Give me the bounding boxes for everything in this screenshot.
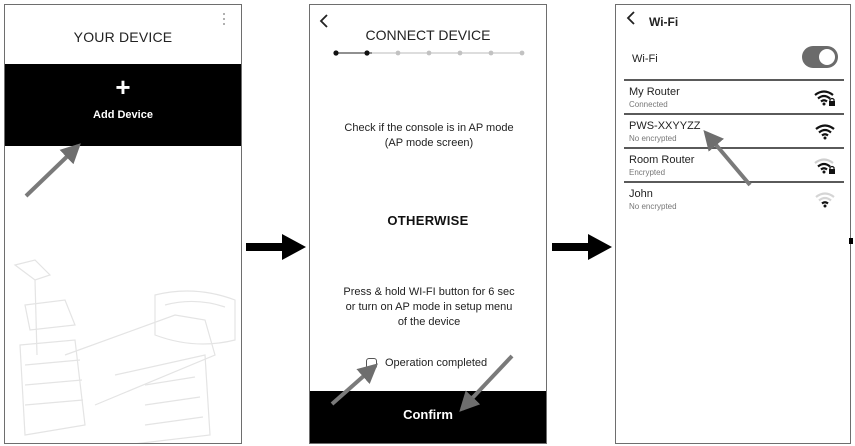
confirm-button[interactable]: Confirm: [310, 391, 546, 443]
step-dot: [458, 51, 463, 56]
weather-station-illustration: [5, 245, 242, 444]
network-status: No encrypted: [629, 202, 677, 211]
flow-arrow-icon: [246, 234, 306, 260]
check-ap-line2: (AP mode screen): [384, 137, 474, 149]
wifi-icon: [814, 123, 836, 141]
check-ap-line1: Check if the console is in AP mode: [344, 122, 514, 134]
otherwise-heading: OTHERWISE: [387, 213, 469, 228]
network-name: PWS-XXYYZZ: [629, 120, 701, 132]
network-name: Room Router: [629, 154, 695, 166]
network-item[interactable]: [624, 113, 844, 149]
page-title: CONNECT DEVICE: [365, 27, 491, 43]
network-status: No encrypted: [629, 134, 677, 143]
instruction-line2: or turn on AP mode in setup menu: [345, 301, 513, 313]
plus-icon: +: [115, 72, 131, 102]
more-options-icon[interactable]: [221, 13, 227, 31]
checkbox-label: Operation completed: [385, 357, 488, 369]
network-item[interactable]: [624, 181, 844, 217]
step-dot: [489, 51, 494, 56]
wifi-toggle[interactable]: [802, 46, 838, 68]
wifi-toggle-label: Wi-Fi: [632, 53, 658, 65]
back-arrow-icon[interactable]: [319, 14, 329, 28]
network-status: Encrypted: [629, 168, 666, 177]
step-dot: [364, 50, 369, 55]
add-device-label: Add Device: [93, 109, 153, 121]
wifi-locked-icon: [814, 89, 836, 107]
page-title: YOUR DEVICE: [73, 29, 173, 45]
wifi-weak-icon: [814, 191, 836, 209]
network-item[interactable]: [624, 147, 844, 183]
operation-completed-checkbox[interactable]: [366, 355, 487, 371]
step-dot: [520, 51, 525, 56]
step-dot: [427, 51, 432, 56]
connect-device-screen: [309, 4, 547, 444]
network-status: Connected: [629, 100, 668, 109]
instruction-line3: of the device: [397, 316, 461, 328]
page-title: Wi-Fi: [649, 15, 679, 29]
back-arrow-icon[interactable]: [626, 11, 636, 25]
toggle-knob: [819, 49, 835, 65]
network-name: My Router: [629, 86, 680, 98]
wifi-locked-icon: [814, 157, 836, 175]
network-name: John: [629, 188, 653, 200]
network-item[interactable]: [624, 79, 844, 115]
checkbox-box[interactable]: [366, 358, 377, 369]
step-dot: [333, 50, 338, 55]
instruction-line1: Press & hold WI-FI button for 6 sec: [343, 286, 515, 298]
wifi-screen: [615, 4, 851, 444]
step-dot: [396, 51, 401, 56]
add-device-button[interactable]: [5, 64, 241, 146]
your-device-screen: [4, 4, 242, 444]
progress-stepper: [332, 47, 526, 59]
edge-mark: [849, 238, 853, 244]
flow-arrow-icon: [552, 234, 612, 260]
